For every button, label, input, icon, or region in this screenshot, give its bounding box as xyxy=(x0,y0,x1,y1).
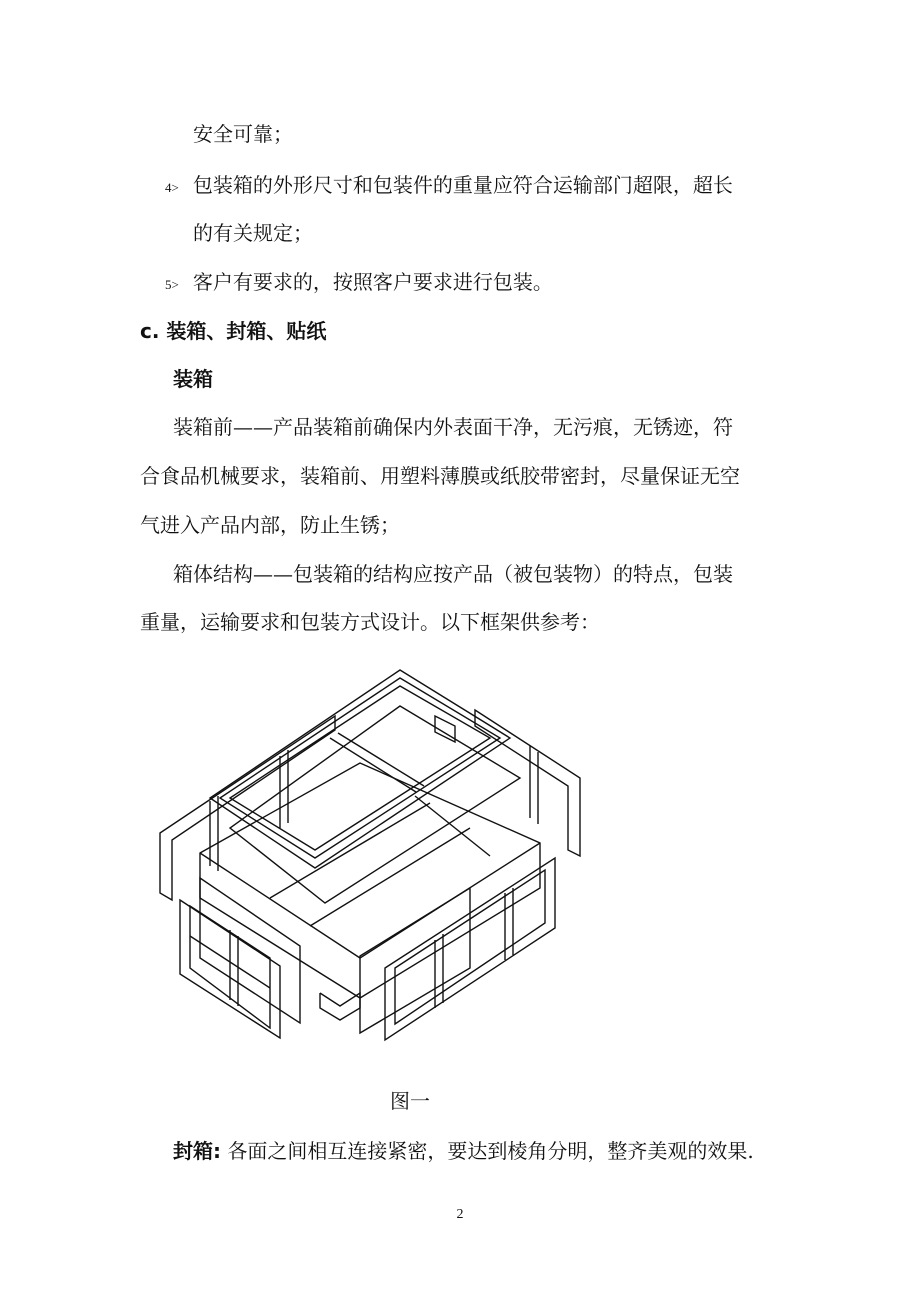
label: 封箱: xyxy=(173,1139,221,1163)
paragraph-line xyxy=(140,462,740,490)
text: 包装箱的外形尺寸和包装件的重量应符合运输部门超限，超长 xyxy=(192,173,733,197)
list-number: 4> xyxy=(165,180,179,195)
list-number: 5> xyxy=(165,277,179,292)
paragraph-line xyxy=(140,511,400,539)
subheading-text: 装箱 xyxy=(173,367,213,391)
text: 的有关规定； xyxy=(193,221,313,245)
section-heading xyxy=(140,317,326,345)
text: 装箱前——产品装箱前确保内外表面干净，无污痕，无锈迹，符 xyxy=(173,415,733,439)
text-line xyxy=(193,120,293,148)
text: 客户有要求的，按照客户要求进行包装。 xyxy=(192,270,553,294)
text: 气进入产品内部，防止生锈； xyxy=(140,513,400,537)
heading-text: c. 装箱、封箱、贴纸 xyxy=(140,319,327,343)
paragraph-line xyxy=(173,560,733,588)
text: 重量，运输要求和包装方式设计。以下框架供参考： xyxy=(140,610,600,634)
text: 合食品机械要求，装箱前、用塑料薄膜或纸胶带密封，尽量保证无空 xyxy=(140,464,740,488)
subheading xyxy=(173,365,213,393)
crate-frame-figure xyxy=(150,668,590,1058)
paragraph-line xyxy=(140,608,600,636)
paragraph-line xyxy=(173,413,733,441)
list-item-5 xyxy=(165,268,553,299)
list-item-4 xyxy=(165,171,733,202)
text-line xyxy=(193,219,313,247)
text: 箱体结构——包装箱的结构应按产品（被包装物）的特点，包装 xyxy=(173,562,733,586)
paragraph-line xyxy=(173,1137,754,1165)
text: 各面之间相互连接紧密，要达到棱角分明，整齐美观的效果. xyxy=(227,1139,754,1163)
page-number: 2 xyxy=(456,1207,464,1222)
text: 安全可靠； xyxy=(193,122,293,146)
figure-caption: 图一 xyxy=(390,1089,430,1113)
